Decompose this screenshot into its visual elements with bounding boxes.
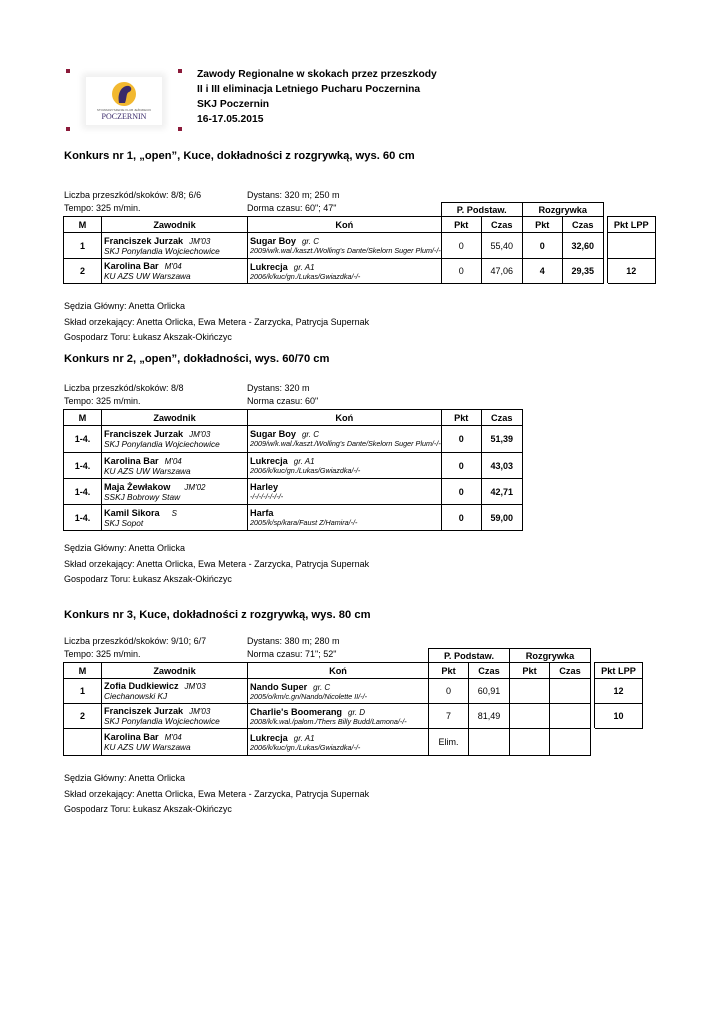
horse-cell xyxy=(248,259,442,284)
col-horse: Koń xyxy=(248,663,429,679)
k2-officials xyxy=(64,541,369,588)
col-m: M xyxy=(64,410,102,426)
logo-small-text: STOWARZYSZENIE KLUB JEŹDZIECKI xyxy=(96,108,152,112)
horse-name: Nando Super xyxy=(250,681,308,692)
logo-emblem xyxy=(86,77,162,125)
jumpoff-points xyxy=(510,679,550,704)
horse-name: Charlie's Boomerang xyxy=(250,706,343,717)
table-row xyxy=(64,259,656,284)
col-r-czas: Czas xyxy=(562,217,603,233)
col-m: M xyxy=(64,663,102,679)
horse-group: gr. A1 xyxy=(293,262,315,272)
k2-tempo: Tempo: 325 m/min. xyxy=(64,396,141,406)
lpp-points xyxy=(607,233,655,259)
course-designer: Gospodarz Toru: Łukasz Akszak-Okińczyc xyxy=(64,574,232,584)
jumpoff-time xyxy=(550,704,591,729)
horse-group: gr. C xyxy=(301,430,319,439)
rider-club: KU AZS UW Warszawa xyxy=(104,742,191,752)
penalty-points: Elim. xyxy=(429,729,469,756)
col-r-pkt: Pkt xyxy=(510,663,550,679)
rider-cell xyxy=(102,679,248,704)
rider-cell xyxy=(102,505,248,531)
col-p-podstaw: P. Podstaw. xyxy=(441,203,522,217)
place: 1 xyxy=(64,233,102,259)
rider-club: SKJ Sopot xyxy=(104,517,144,528)
col-horse: Koń xyxy=(248,217,442,233)
place: 1-4. xyxy=(64,479,102,505)
rider-name: Kamil Sikora xyxy=(104,507,160,518)
rider-name: Karolina Bar xyxy=(104,732,159,742)
time: 42,71 xyxy=(481,479,522,505)
rider-category: S xyxy=(171,508,178,518)
k1-time-norm: Dorma czasu: 60"; 47" xyxy=(247,203,337,213)
place: 2 xyxy=(64,704,102,729)
penalty-points: 0 xyxy=(441,259,481,284)
rider-cell xyxy=(102,453,248,479)
horse-cell xyxy=(248,233,442,259)
table-row xyxy=(64,479,523,505)
horse-cell xyxy=(248,453,442,479)
k2-obstacles: Liczba przeszkód/skoków: 8/8 xyxy=(64,383,184,393)
rider-category: M'04 xyxy=(164,262,182,271)
penalty-points: 0 xyxy=(441,505,481,531)
penalty-points: 0 xyxy=(441,233,481,259)
k2-distance: Dystans: 320 m xyxy=(247,383,310,393)
time: 81,49 xyxy=(469,704,510,729)
horse-group: gr. C xyxy=(313,682,331,692)
jumpoff-points: 4 xyxy=(522,259,562,284)
col-rider: Zawodnik xyxy=(102,217,248,233)
horse-pedigree: 2008/k/k.wal./palom./Thers Billy Budd/Lamona/-/- xyxy=(250,716,407,726)
club-logo xyxy=(66,69,182,131)
rider-name: Franciszek Jurzak xyxy=(104,235,184,246)
rider-cell xyxy=(102,233,248,259)
col-pkt: Pkt xyxy=(429,663,469,679)
competition-3-title: Konkurs nr 3, Kuce, dokładności z rozgrywką, wys. 80 cm xyxy=(64,609,371,621)
rider-club: SSKJ Bobrowy Staw xyxy=(104,491,181,502)
place xyxy=(64,729,102,756)
rider-category: JM'03 xyxy=(189,707,211,716)
jumpoff-time xyxy=(550,729,591,756)
horse-cell xyxy=(248,679,429,704)
k1-distance: Dystans: 320 m; 250 m xyxy=(247,190,340,200)
lpp-points: 12 xyxy=(595,679,643,704)
k2-time-norm: Norma czasu: 60" xyxy=(247,396,319,406)
jury: Skład orzekający: Anetta Orlicka, Ewa Metera - Zarzycka, Patrycja Supernak xyxy=(64,316,370,327)
header-line-1: Zawody Regionalne w skokach przez przeszkody xyxy=(197,69,437,80)
col-pkt-lpp: Pkt LPP xyxy=(607,217,655,233)
table-row xyxy=(64,233,656,259)
time: 59,00 xyxy=(481,505,522,531)
competition-1-title: Konkurs nr 1, „open”, Kuce, dokładności z rozgrywką, wys. 60 cm xyxy=(64,150,415,162)
col-czas: Czas xyxy=(481,217,522,233)
col-r-czas: Czas xyxy=(550,663,591,679)
chief-judge: Sędzia Główny: Anetta Orlicka xyxy=(64,301,186,311)
horse-name: Harfa xyxy=(250,508,274,518)
competition-2-title: Konkurs nr 2, „open”, dokładności, wys. 60/70 cm xyxy=(64,353,330,365)
horse-pedigree: 2006/k/kuc/gn./Lukas/Gwiazdka/-/- xyxy=(250,742,361,752)
rider-cell xyxy=(102,426,248,453)
penalty-points: 7 xyxy=(429,704,469,729)
rider-name: Maja Żewłakow xyxy=(104,481,171,492)
time: 43,03 xyxy=(481,453,522,479)
horse-pedigree: 2006/k/kuc/gn./Lukas/Gwiazdka/-/- xyxy=(250,271,361,281)
horse-group: gr. D xyxy=(348,707,366,717)
rider-category: JM'03 xyxy=(189,236,211,246)
k1-obstacles: Liczba przeszkód/skoków: 8/8; 6/6 xyxy=(64,190,202,200)
logo-text: POCZERNIN xyxy=(101,112,147,121)
horse-name: Sugar Boy xyxy=(250,235,296,246)
course-designer: Gospodarz Toru: Łukasz Akszak-Okińczyc xyxy=(64,332,232,342)
event-header xyxy=(197,67,437,127)
col-p-podstaw: P. Podstaw. xyxy=(429,649,510,663)
rider-club: SKJ Ponylandia Wojciechowice xyxy=(104,245,220,256)
rider-club: SKJ Ponylandia Wojciechowice xyxy=(104,716,220,726)
chief-judge: Sędzia Główny: Anetta Orlicka xyxy=(64,543,186,553)
rider-category: JM'02 xyxy=(184,482,206,492)
horse-group: gr. A1 xyxy=(293,733,315,743)
rider-club: KU AZS UW Warszawa xyxy=(104,465,191,476)
col-czas: Czas xyxy=(469,663,510,679)
rider-name: Franciszek Jurzak xyxy=(104,706,184,716)
col-pkt: Pkt xyxy=(441,217,481,233)
k3-officials xyxy=(64,771,369,818)
col-m: M xyxy=(64,217,102,233)
penalty-points: 0 xyxy=(429,679,469,704)
col-pkt: Pkt xyxy=(441,410,481,426)
rider-name: Karolina Bar xyxy=(104,261,159,271)
jumpoff-time xyxy=(550,679,591,704)
rider-cell xyxy=(102,729,248,756)
k3-distance: Dystans: 380 m; 280 m xyxy=(247,636,340,646)
place: 1-4. xyxy=(64,453,102,479)
k3-tempo: Tempo: 325 m/min. xyxy=(64,649,141,659)
table-row xyxy=(64,426,523,453)
lpp-points: 10 xyxy=(595,704,643,729)
k3-results-table xyxy=(63,648,643,756)
col-rozgrywka: Rozgrywka xyxy=(510,649,591,663)
table-row xyxy=(64,729,643,756)
time: 60,91 xyxy=(469,679,510,704)
horse-pedigree: 2005/k/sp/kara/Faust Z/Hamira/-/- xyxy=(250,518,358,527)
table-row xyxy=(64,704,643,729)
horse-name: Sugar Boy xyxy=(250,429,296,439)
table-row xyxy=(64,679,643,704)
horse-cell xyxy=(248,704,429,729)
time: 51,39 xyxy=(481,426,522,453)
rider-cell xyxy=(102,479,248,505)
time: 55,40 xyxy=(481,233,522,259)
col-pkt-lpp: Pkt LPP xyxy=(595,663,643,679)
col-rider: Zawodnik xyxy=(102,410,248,426)
horse-name: Lukrecja xyxy=(250,456,288,466)
rider-category: JM'03 xyxy=(189,430,211,439)
header-line-2: II i III eliminacja Letniego Pucharu Poczernina xyxy=(197,84,421,95)
k1-tempo: Tempo: 325 m/min. xyxy=(64,203,141,213)
time: 47,06 xyxy=(481,259,522,284)
col-r-pkt: Pkt xyxy=(522,217,562,233)
place: 1-4. xyxy=(64,505,102,531)
rider-cell xyxy=(102,704,248,729)
horse-cell xyxy=(248,426,442,453)
horse-cell xyxy=(248,505,442,531)
lpp-points: 12 xyxy=(607,259,655,284)
horse-pedigree: -/-/-/-/-/-/-/- xyxy=(250,492,284,501)
place: 2 xyxy=(64,259,102,284)
header-line-3: SKJ Poczernin xyxy=(197,99,270,110)
rider-category: M'04 xyxy=(164,456,182,466)
col-rider: Zawodnik xyxy=(102,663,248,679)
col-horse: Koń xyxy=(248,410,442,426)
penalty-points: 0 xyxy=(441,453,481,479)
jury: Skład orzekający: Anetta Orlicka, Ewa Metera - Zarzycka, Patrycja Supernak xyxy=(64,558,370,569)
jury: Skład orzekający: Anetta Orlicka, Ewa Metera - Zarzycka, Patrycja Supernak xyxy=(64,788,370,799)
jumpoff-time: 29,35 xyxy=(562,259,603,284)
col-rozgrywka: Rozgrywka xyxy=(522,203,603,217)
k1-results-table xyxy=(63,202,656,284)
horse-cell xyxy=(248,479,442,505)
horse-name: Lukrecja xyxy=(250,261,288,272)
horse-pedigree: 2009/w/k.wal./kaszt./Wolling's Dante/Skelorn Suger Plum/-/- xyxy=(250,245,441,255)
course-designer: Gospodarz Toru: Łukasz Akszak-Okińczyc xyxy=(64,804,232,814)
rider-club: KU AZS UW Warszawa xyxy=(104,271,191,281)
rider-category: JM'03 xyxy=(184,682,206,691)
k3-obstacles: Liczba przeszkód/skoków: 9/10; 6/7 xyxy=(64,636,207,646)
place: 1 xyxy=(64,679,102,704)
horse-cell xyxy=(248,729,429,756)
place: 1-4. xyxy=(64,426,102,453)
rider-name: Zofia Dudkiewicz xyxy=(104,681,179,691)
horse-pedigree: 2005/o/km/c.gn/Nando/Nicolette II/-/- xyxy=(250,691,368,701)
k2-results-table xyxy=(63,409,523,531)
horse-group: gr. C xyxy=(301,236,319,246)
chief-judge: Sędzia Główny: Anetta Orlicka xyxy=(64,773,186,783)
horse-pedigree: 2009/w/k.wal./kaszt./Wolling's Dante/Skelorn Suger Plum/-/- xyxy=(250,439,441,448)
horse-name: Lukrecja xyxy=(250,732,288,743)
penalty-points: 0 xyxy=(441,426,481,453)
table-row xyxy=(64,505,523,531)
penalty-points: 0 xyxy=(441,479,481,505)
rider-name: Karolina Bar xyxy=(104,455,159,466)
horse-head-icon xyxy=(86,77,162,125)
jumpoff-points xyxy=(510,704,550,729)
rider-cell xyxy=(102,259,248,284)
jumpoff-points: 0 xyxy=(522,233,562,259)
horse-name: Harley xyxy=(250,482,279,492)
horse-pedigree: 2006/k/kuc/gn./Lukas/Gwiazdka/-/- xyxy=(250,466,361,475)
k1-officials xyxy=(64,299,369,346)
rider-club: SKJ Ponylandia Wojciechowice xyxy=(104,439,220,449)
k3-time-norm: Norma czasu: 71"; 52" xyxy=(247,649,337,659)
jumpoff-time: 32,60 xyxy=(562,233,603,259)
rider-club: Ciechanowski KJ xyxy=(104,691,168,701)
time xyxy=(469,729,510,756)
rider-name: Franciszek Jurzak xyxy=(104,429,184,439)
jumpoff-points xyxy=(510,729,550,756)
rider-category: M'04 xyxy=(164,733,182,742)
horse-group: gr. A1 xyxy=(293,457,315,466)
table-row xyxy=(64,453,523,479)
col-czas: Czas xyxy=(481,410,522,426)
header-line-4: 16-17.05.2015 xyxy=(197,114,264,125)
